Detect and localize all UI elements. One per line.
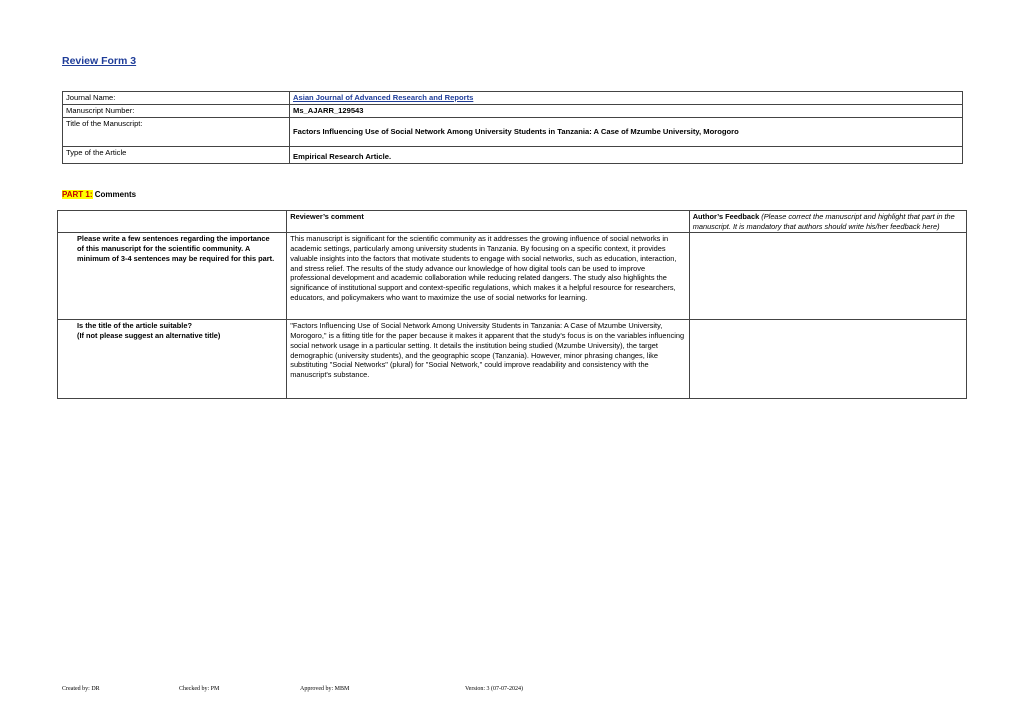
comments-table: [57, 210, 967, 399]
reviewer-comment-header: Reviewer’s comment: [287, 211, 689, 233]
footer-version: Version: 3 (07-07-2024): [465, 686, 523, 692]
question-importance: Please write a few sentences regarding the importance of this manuscript for the scientific community. A minimum of 3-4 sentences may be required for this part.: [58, 233, 287, 320]
journal-row: [63, 92, 963, 105]
part-number-highlight: [62, 190, 93, 199]
comments-header-row: [58, 211, 967, 233]
manuscript-title-value: Factors Influencing Use of Social Network Among University Students in Tanzania: A Case of Mzumbe University, Morogoro: [290, 118, 963, 147]
manuscript-number-label: Manuscript Number:: [63, 105, 290, 118]
author-feedback-cell-importance[interactable]: [689, 233, 966, 320]
article-type-row: [63, 147, 963, 164]
manuscript-number-row: [63, 105, 963, 118]
part-heading: [62, 190, 136, 199]
manuscript-number-value: Ms_AJARR_129543: [290, 105, 963, 118]
author-feedback-note: (Please correct the manuscript and highlight that part in the manuscript. It is mandatory that authors should write his/her feedback here): [692, 212, 955, 231]
reviewer-comment-title: "Factors Influencing Use of Social Network Among University Students in Tanzania: A Case of Mzumbe University, Morogoro," is a fitting title for the paper because it makes it apparent that the study's focus is on the variables influencing social network usage in a particular setting. It details the institution being studied (Mzumbe University), the target demographic (university students), and the geographic scope (Tanzania). However, minor phrasing changes, like substituting "Social Networks" (plural) for "Social Network," could improve readability and consistency with the manuscript's substance.: [287, 320, 689, 399]
article-type-label: Type of the Article: [63, 147, 290, 164]
journal-link[interactable]: Asian Journal of Advanced Research and Reports: [293, 93, 474, 102]
part-title: Comments: [92, 190, 137, 199]
footer-checked-by: Checked by: PM: [179, 686, 220, 692]
author-feedback-header: [689, 211, 966, 233]
question-title: Is the title of the article suitable? (If not please suggest an alternative title): [58, 320, 287, 399]
part-number: PART 1:: [62, 190, 93, 199]
title-row: [63, 118, 963, 147]
comment-row-title: [58, 320, 967, 399]
journal-label: Journal Name:: [63, 92, 290, 105]
manuscript-info-table: [62, 91, 963, 164]
comment-row-importance: [58, 233, 967, 320]
article-type-value: Empirical Research Article.: [290, 147, 963, 164]
title-label: Title of the Manuscript:: [63, 118, 290, 147]
author-feedback-cell-title[interactable]: [689, 320, 966, 399]
form-title: Review Form 3: [62, 55, 137, 67]
footer-created-by: Created by: DR: [62, 686, 100, 692]
author-feedback-title: Author’s Feedback: [692, 212, 760, 221]
reviewer-comment-importance: This manuscript is significant for the scientific community as it addresses the growing influence of social networks in academic settings, particularly among university students in Tanzania. By focusing on a specific context, it provides valuable insights into the factors that motivate students to engage with social networks, such as education, interaction, and stress relief. The results of the study advance our knowledge of how digital tools can be used to improve professional development and academic collaboration while reducing related dangers. The study also highlights the significance of institutional support and context-specific regulations, which makes it a helpful resource for researchers, educators, and policymakers who want to maximize the use of social networks for learning.: [287, 233, 689, 320]
header-empty-cell: [58, 211, 287, 233]
footer-approved-by: Approved by: MBM: [300, 686, 350, 692]
